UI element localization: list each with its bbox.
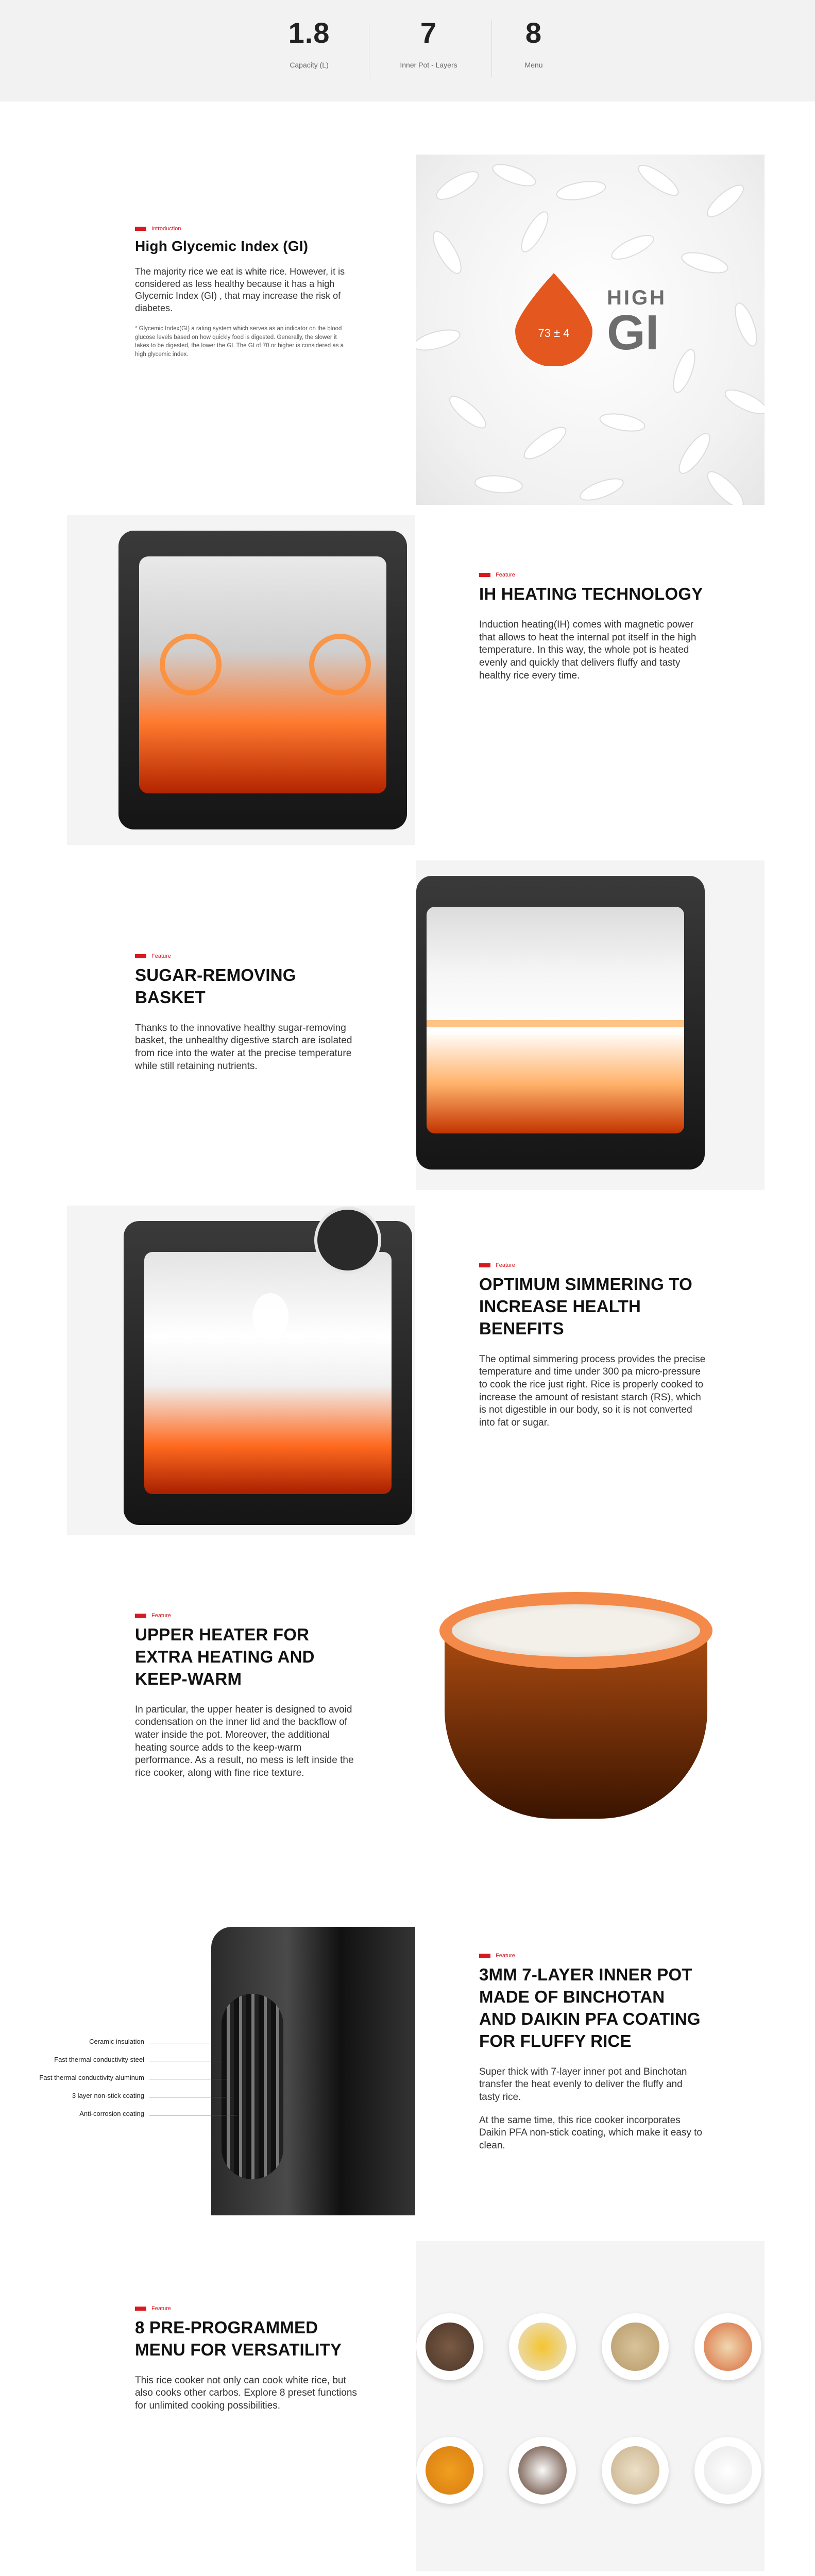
feature-body: At the same time, this rice cooker incorporates Daikin PFA non-stick coating, which make it easy to clean. bbox=[479, 2114, 702, 2151]
gi-badge-value: 73 ± 4 bbox=[538, 327, 570, 340]
spec-menu bbox=[477, 16, 590, 69]
gi-badge bbox=[515, 273, 592, 366]
feature-text bbox=[135, 2306, 362, 2423]
feature-text bbox=[479, 1262, 706, 1440]
feature-body: Induction heating(IH) comes with magnetic power that allows to heat the internal pot itself in the high temperature. In this way, the whole pot is heated evenly and quickly that delivers fluffy and tasty healthy rice every time. bbox=[479, 619, 697, 681]
tag-bar bbox=[135, 2307, 146, 2311]
gi-text bbox=[135, 226, 351, 359]
feature-upper-heater bbox=[0, 1546, 815, 1875]
feature-body: This rice cooker not only can cook white rice, but also cooks other carbos. Explore 8 preset functions for unlimited cooking possibilities. bbox=[135, 2375, 357, 2412]
heater-ring bbox=[439, 1592, 712, 1669]
tag-bar bbox=[479, 573, 490, 577]
tag-bar bbox=[135, 227, 146, 231]
food bbox=[611, 2323, 659, 2371]
tag-bar bbox=[135, 954, 146, 958]
feature-body: In particular, the upper heater is designed to avoid condensation on the inner lid and the backflow of water inside the pot. Moreover, the additional heating source adds to the keep-warm performance. As a result, no mess is left inside the rice cooker, along with fine rice texture. bbox=[135, 1704, 354, 1779]
food bbox=[704, 2323, 752, 2371]
tag-bar bbox=[479, 1263, 490, 1267]
valve-detail bbox=[314, 1207, 381, 1274]
menu-image bbox=[416, 2241, 765, 2571]
feature-body: Thanks to the innovative healthy sugar-removing basket, the unhealthy digestive starch are isolated from rice into the water at the precise temperature while still retaining nutrients. bbox=[135, 1022, 352, 1072]
gi-note: * Glycemic Index(GI) a rating system which serves as an indicator on the blood glucose levels based on how quickly food is digested. Generally, the slower it takes to be digested, the lower the GI. The GI of 70 or higher is considered as a high glycemic index. bbox=[135, 325, 344, 358]
gi-title: High Glycemic Index (GI) bbox=[135, 238, 309, 254]
specs-bar bbox=[0, 0, 815, 101]
section-tag bbox=[479, 1953, 706, 1959]
spec-value: 8 bbox=[525, 16, 542, 49]
tag-label: Introduction bbox=[151, 226, 181, 232]
dish-white-rice bbox=[694, 2437, 761, 2504]
feature-title: OPTIMUM SIMMERING TO INCREASE HEALTH BENEFITS bbox=[479, 1275, 693, 1338]
food bbox=[518, 2323, 567, 2371]
rice-grain-highlight bbox=[252, 1293, 288, 1340]
tag-label: Feature bbox=[496, 1953, 515, 1959]
droplet-icon bbox=[515, 273, 592, 366]
tag-label: Feature bbox=[496, 572, 515, 578]
dish-dessert bbox=[509, 2437, 576, 2504]
simmering-image bbox=[67, 1206, 415, 1535]
section-tag bbox=[135, 1613, 362, 1619]
layer-label: Fast thermal conductivity aluminum bbox=[39, 2074, 144, 2081]
spec-capacity bbox=[252, 16, 366, 69]
spec-layers bbox=[372, 16, 485, 69]
pot-layers bbox=[222, 1994, 283, 2179]
sugar-basket-image bbox=[416, 860, 765, 1190]
tag-label: Feature bbox=[151, 1613, 171, 1619]
spec-label: Inner Pot - Layers bbox=[400, 61, 457, 69]
spec-value: 7 bbox=[420, 16, 437, 49]
tag-bar bbox=[479, 1954, 490, 1958]
layer-label: Ceramic insulation bbox=[89, 2038, 144, 2045]
dish-colorful-rice bbox=[694, 2313, 761, 2380]
gi-label-line2: GI bbox=[607, 305, 659, 360]
dish-pineapple-rice bbox=[509, 2313, 576, 2380]
feature-text bbox=[479, 572, 706, 692]
tag-label: Feature bbox=[151, 953, 171, 959]
section-tag bbox=[479, 572, 706, 578]
food bbox=[518, 2446, 567, 2495]
dish-brown-rice bbox=[416, 2313, 483, 2380]
layer-label: 3 layer non-stick coating bbox=[72, 2092, 144, 2099]
tag-label: Feature bbox=[151, 2306, 171, 2312]
feature-sugar-basket bbox=[0, 860, 815, 1190]
dish-mixed-grain bbox=[602, 2313, 669, 2380]
spec-value: 1.8 bbox=[288, 16, 330, 49]
layer-label: Fast thermal conductivity steel bbox=[54, 2056, 144, 2063]
feature-body: Super thick with 7-layer inner pot and Binchotan transfer the heat evenly to deliver the fluffy and tasty rice. bbox=[479, 2066, 687, 2103]
food bbox=[704, 2446, 752, 2495]
tag-bar bbox=[135, 1614, 146, 1618]
ih-heating-image bbox=[67, 515, 415, 845]
inner-pot-image bbox=[67, 1906, 415, 2236]
feature-menu bbox=[0, 2241, 815, 2571]
feature-title: IH HEATING TECHNOLOGY bbox=[479, 584, 703, 603]
section-tag bbox=[135, 2306, 362, 2312]
heat-ring-left bbox=[160, 634, 222, 696]
feature-simmering bbox=[0, 1206, 815, 1535]
gi-label bbox=[607, 287, 667, 358]
simmering-pot bbox=[144, 1252, 392, 1494]
tag-label: Feature bbox=[496, 1262, 515, 1268]
feature-text bbox=[135, 1613, 362, 1790]
feature-title: 3MM 7-LAYER INNER POT MADE OF BINCHOTAN AND DAIKIN PFA COATING FOR FLUFFY RICE bbox=[479, 1965, 701, 2050]
section-tag bbox=[135, 953, 362, 959]
feature-body: The optimal simmering process provides the precise temperature and time under 300 pa micro-pressure to cook the rice just right. Rice is properly cooked to increase the amount of resistant starch (RS), which is not digestible in our body, so it is not converted into fat or sugar. bbox=[479, 1353, 706, 1429]
layer-label: Anti-corrosion coating bbox=[79, 2110, 144, 2117]
section-tag bbox=[135, 226, 351, 232]
food bbox=[426, 2323, 474, 2371]
dish-dumplings bbox=[602, 2437, 669, 2504]
feature-ih-heating bbox=[0, 515, 815, 845]
feature-title: 8 PRE-PROGRAMMED MENU FOR VERSATILITY bbox=[135, 2318, 342, 2359]
section-tag bbox=[479, 1262, 706, 1268]
heat-line bbox=[427, 1020, 684, 1027]
food bbox=[426, 2446, 474, 2495]
gi-section bbox=[0, 149, 815, 500]
feature-title: SUGAR-REMOVING BASKET bbox=[135, 965, 296, 1007]
spec-label: Menu bbox=[524, 61, 543, 69]
feature-text bbox=[479, 1953, 706, 2163]
heat-ring-right bbox=[309, 634, 371, 696]
rice-grains-image bbox=[416, 155, 765, 505]
food bbox=[611, 2446, 659, 2495]
feature-title: UPPER HEATER FOR EXTRA HEATING AND KEEP-WARM bbox=[135, 1625, 315, 1688]
gi-body: The majority rice we eat is white rice. However, it is considered as less healthy because it has a high Glycemic Index (GI) , that may increase the risk of diabetes. bbox=[135, 266, 345, 313]
gi-label-line1: HIGH bbox=[607, 286, 667, 309]
upper-heater-image bbox=[416, 1546, 765, 1875]
spec-label: Capacity (L) bbox=[290, 61, 329, 69]
feature-text bbox=[135, 953, 362, 1083]
dish-porridge bbox=[416, 2437, 483, 2504]
feature-inner-pot bbox=[0, 1906, 815, 2236]
